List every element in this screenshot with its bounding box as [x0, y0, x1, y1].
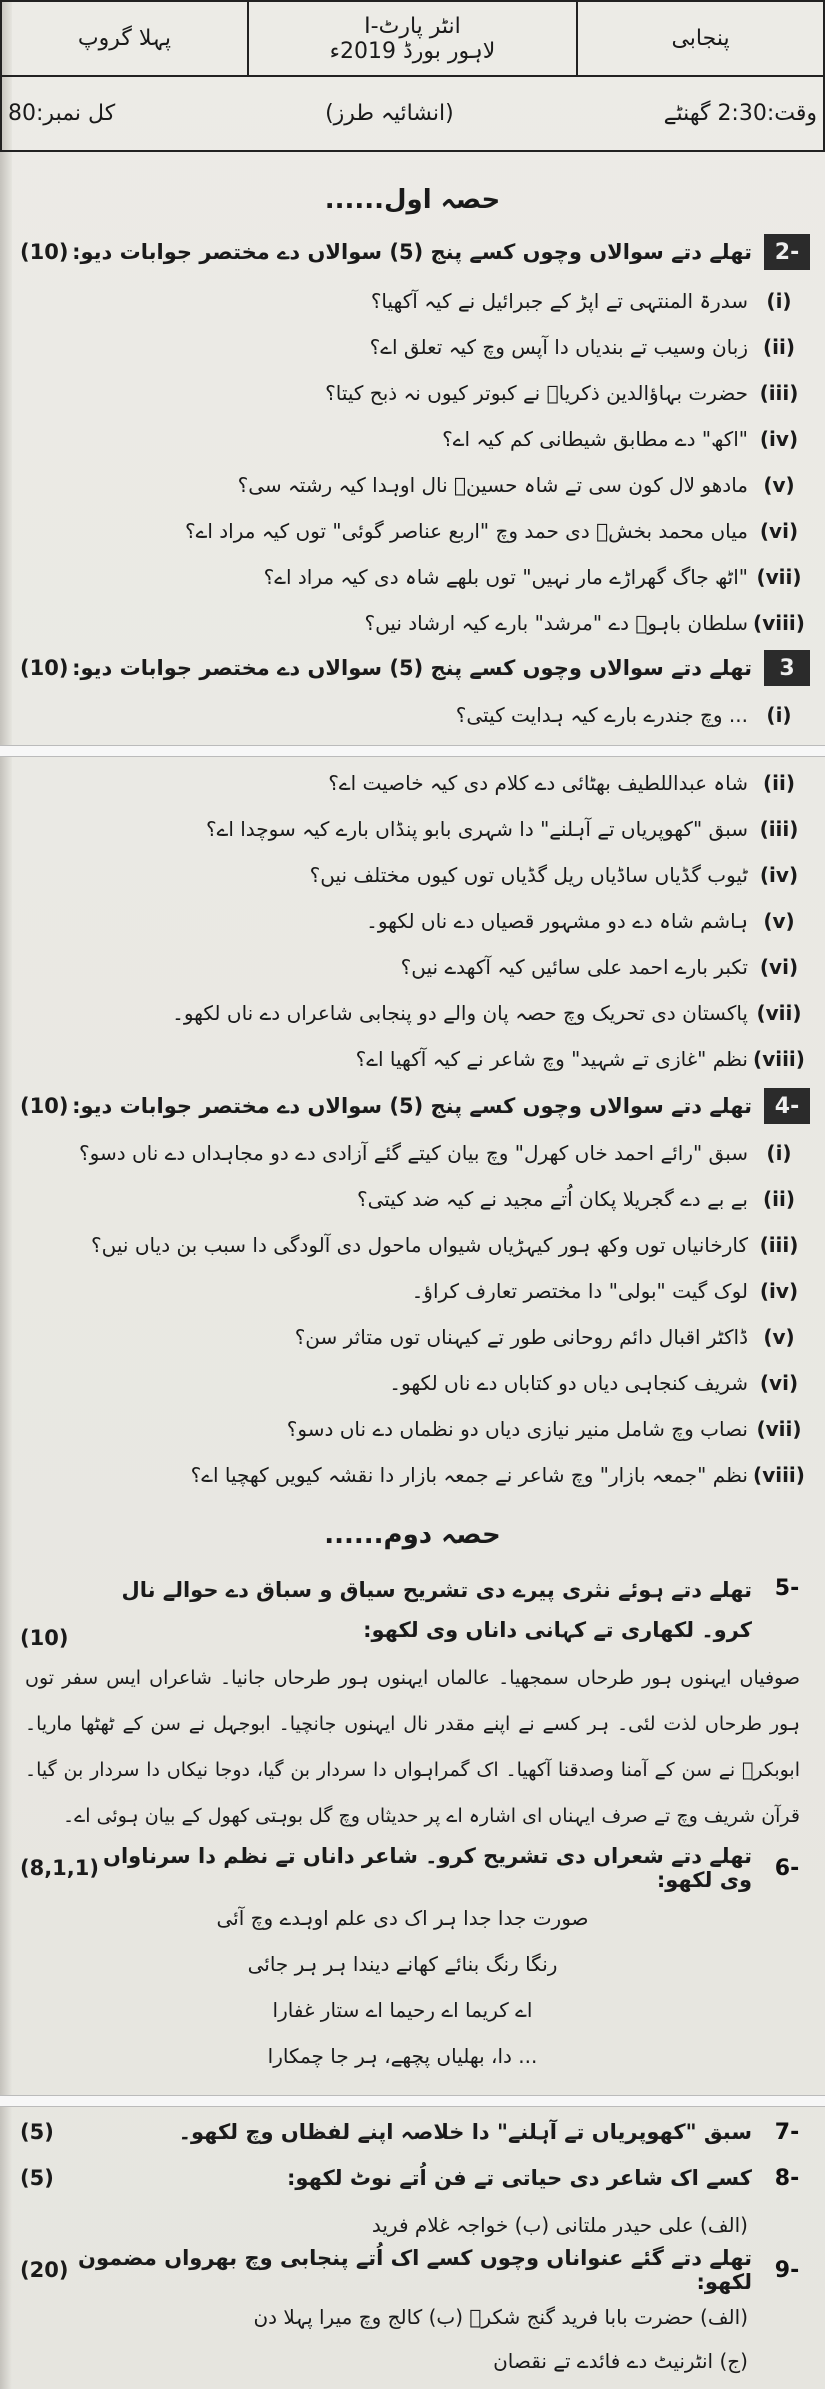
q8-heading — [20, 2158, 810, 2198]
item-text: ہاشم شاہ دے دو مشہور قصیاں دے ناں لکھو۔ — [366, 909, 748, 933]
q9-number: -9 — [774, 2257, 800, 2283]
header-info-row — [1, 76, 824, 151]
q5-instruction: تھلے دتے ہوئے نثری پیرے دی تشریح سیاق و سباق دے حوالے نال کرو۔ لکھاری تے کہانی داناں وی لکھو: — [121, 1578, 752, 1642]
q2-item — [20, 508, 810, 554]
item-number: (iii) — [759, 381, 799, 405]
item-number: (vii) — [756, 565, 802, 589]
q7-instruction: سبق "کھوپریاں تے آہلنے" دا خلاصہ اپنے لفظاں وچ لکھو۔ — [178, 2120, 752, 2144]
item-number: (iv) — [759, 427, 799, 451]
q4-item — [20, 1176, 810, 1222]
header-exam-board — [248, 1, 577, 76]
q4-item — [20, 1268, 810, 1314]
item-number: (v) — [763, 1325, 795, 1349]
q2-item — [20, 600, 810, 646]
item-text: پاکستان دی تحریک وچ حصہ پان والے دو پنجابی شاعراں دے ناں لکھو۔ — [172, 1001, 748, 1025]
item-number: (iii) — [759, 817, 799, 841]
item-number: (vi) — [759, 1371, 799, 1395]
verse-line: صورت جدا جدا ہر اک دی علم اوہدے وچ آئی — [216, 1906, 589, 1930]
item-number: (v) — [763, 909, 795, 933]
item-number: (i) — [766, 703, 792, 727]
q4-item — [20, 1452, 810, 1498]
item-text: تکبر بارے احمد علی سائیں کیہ آکھدے نیں؟ — [400, 955, 748, 979]
q4-item — [20, 1406, 810, 1452]
item-number: (iii) — [759, 1233, 799, 1257]
q9-heading — [20, 2246, 810, 2294]
item-number: (iv) — [759, 863, 799, 887]
item-text: سبق "رائے احمد خاں کھرل" وچ بیان کیتے گئے آزادی دے دو مجاہداں دے ناں دسو؟ — [79, 1141, 748, 1165]
q2-item — [20, 370, 810, 416]
q9-options-line1: (الف) حضرت بابا فرید گنج شکرؒ (ب) کالج وچ میرا پہلا دن — [253, 2305, 748, 2329]
q4-item — [20, 1314, 810, 1360]
item-text: ٹیوب گڈیاں ساڈیاں ریل گڈیاں توں کیوں مختلف نیں؟ — [309, 863, 748, 887]
item-text: نظم "غازی تے شہید" وچ شاعر نے کیہ آکھیا اے؟ — [355, 1047, 748, 1071]
q3-heading — [20, 648, 810, 688]
verse-line: رنگا رنگ بنائے کھانے دیندا ہر ہر جائی — [247, 1952, 558, 1976]
item-text: سدرۃ المنتہی تے اپڑ کے جبرائیل نے کیہ آکھیا؟ — [370, 289, 748, 313]
q9-options — [20, 2338, 810, 2384]
item-number: (viii) — [753, 1047, 805, 1071]
q2-instruction: تھلے دتے سوالاں وچوں کسے پنج (5) سوالاں دے مختصر جوابات دیو: — [72, 240, 752, 264]
verse-line: اے کریما اے رحیما اے ستار غفارا — [272, 1998, 533, 2022]
exam-title: انٹر پارٹ-I — [364, 13, 461, 39]
q5-heading — [20, 1570, 810, 1650]
q3-item — [20, 692, 810, 738]
q2-item — [20, 554, 810, 600]
item-text: لوک گیت "بولی" دا مختصر تعارف کراؤ۔ — [411, 1279, 748, 1303]
q3-item — [20, 898, 810, 944]
q3-number: 3 — [764, 650, 810, 686]
q2-item — [20, 416, 810, 462]
board-title: لاہور بورڈ 2019ء — [329, 38, 496, 64]
q4-item — [20, 1130, 810, 1176]
item-text: سلطان باہوؒ دے "مرشد" بارے کیہ ارشاد نیں؟ — [364, 611, 748, 635]
q4-heading — [20, 1086, 810, 1126]
q8-options — [20, 2202, 810, 2248]
q2-heading — [20, 232, 810, 272]
item-text: زبان وسیب تے بندیاں دا آپس وچ کیہ تعلق اے؟ — [369, 335, 748, 359]
q4-number: -4 — [764, 1088, 810, 1124]
q8-options-text: (الف) علی حیدر ملتانی (ب) خواجہ غلام فرید — [371, 2213, 748, 2237]
item-text: شاہ عبداللطیف بھٹائی دے کلام دی کیہ خاصیت اے؟ — [328, 771, 748, 795]
q9-instruction: تھلے دتے گئے عنواناں وچوں کسے اک اُتے پنجابی وچ بھرواں مضمون لکھو: — [78, 2246, 752, 2294]
verse-line: ... دا، بھلیاں پچھے، ہر جا چمکارا — [267, 2044, 538, 2068]
item-number: (ii) — [763, 335, 795, 359]
item-number: (v) — [763, 473, 795, 497]
q5-number: -5 — [774, 1575, 800, 1601]
item-number: (viii) — [753, 1463, 805, 1487]
q3-item — [20, 852, 810, 898]
item-text: مادھو لال کون سی تے شاہ حسینؒ نال اوہدا کیہ رشتہ سی؟ — [237, 473, 748, 497]
total-marks-label: کل نمبر:80 — [8, 101, 116, 126]
item-number: (ii) — [763, 1187, 795, 1211]
q6-number: -6 — [774, 1855, 800, 1881]
q7-number: -7 — [774, 2119, 800, 2145]
item-text: میاں محمد بخشؒ دی حمد وچ "اربع عناصر گوئی" توں کیہ مراد اے؟ — [185, 519, 748, 543]
q8-instruction: کسے اک شاعر دی حیاتی تے فن اُتے نوٹ لکھو: — [287, 2166, 752, 2190]
item-number: (viii) — [753, 611, 805, 635]
q5-marks: (10) — [20, 1626, 69, 1650]
q6-instruction: تھلے دتے شعراں دی تشریح کرو۔ شاعر داناں تے نظم دا سرناواں وی لکھو: — [103, 1844, 752, 1892]
item-text: ڈاکٹر اقبال دائم روحانی طور تے کیہناں توں متاثر سن؟ — [294, 1325, 748, 1349]
q9-marks: (20) — [20, 2258, 69, 2282]
q7-marks: (5) — [20, 2120, 54, 2144]
q4-item — [20, 1222, 810, 1268]
item-number: (vii) — [756, 1001, 802, 1025]
q9-options-line2: (ج) انٹرنیٹ دے فائدے تے نقصان — [493, 2349, 748, 2373]
q6-heading — [20, 1844, 810, 1892]
scan-seam — [0, 745, 825, 757]
item-number: (iv) — [759, 1279, 799, 1303]
page-edge-shadow — [0, 0, 12, 2389]
q3-instruction: تھلے دتے سوالاں وچوں کسے پنج (5) سوالاں دے مختصر جوابات دیو: — [72, 656, 752, 680]
scan-seam — [0, 2095, 825, 2107]
item-text: "اٹھ جاگ گھراڑے مار نہیں" توں بلھے شاہ دی کیہ مراد اے؟ — [263, 565, 748, 589]
item-number: (vii) — [756, 1417, 802, 1441]
item-number: (i) — [766, 1141, 792, 1165]
q4-instruction: تھلے دتے سوالاں وچوں کسے پنج (5) سوالاں دے مختصر جوابات دیو: — [72, 1094, 752, 1118]
item-number: (vi) — [759, 519, 799, 543]
item-text: بے بے دے گجریلا پکان اُتے مجید نے کیہ ضد کیتی؟ — [356, 1187, 748, 1211]
item-text: شریف کنجاہی دیاں دو کتاباں دے ناں لکھو۔ — [389, 1371, 748, 1395]
q2-number: -2 — [764, 234, 810, 270]
header-group — [1, 1, 248, 76]
q3-item — [20, 990, 810, 1036]
item-text: نظم "جمعہ بازار" وچ شاعر نے جمعہ بازار دا نقشہ کیویں کھچیا اے؟ — [190, 1463, 748, 1487]
q3-item — [20, 806, 810, 852]
q2-item — [20, 324, 810, 370]
q9-options — [20, 2294, 810, 2340]
q3-marks: (10) — [20, 656, 69, 680]
q4-item — [20, 1360, 810, 1406]
q8-number: -8 — [774, 2165, 800, 2191]
q3-item — [20, 1036, 810, 1082]
item-text: حضرت بہاؤالدین ذکریاؒ نے کبوتر کیوں نہ ذبح کیتا؟ — [325, 381, 748, 405]
part2-title: حصہ دوم...... — [324, 1520, 501, 1550]
part1-title: حصہ اول...... — [324, 185, 501, 215]
header-table — [0, 0, 825, 152]
item-number: (vi) — [759, 955, 799, 979]
q5-passage: صوفیاں ایہنوں ہور طرحاں سمجھیا۔ عالماں ایہنوں ہور طرحاں جانیا۔ شاعراں ایس سفر توں ہور طرحاں لذت لئی۔ ہر کسے نے اپنے مقدر نال ایہنوں جانچیا۔ ابوجہل نے سن کے ٹھٹھا ماریا۔ ابوبکرؓ نے سن کے آمنا وصدقنا آکھیا۔ اک گمراہواں دا سردار بن گیا، دوجا نیکاں دا سردار بن گیا۔ قرآن شریف وچ تے صرف ایہناں ای اشارہ اے پر حدیثاں وچ گل بوہتی کھول کے بیان ہوئی اے۔ — [25, 1667, 800, 1827]
paper-type-label: (انشائیہ طرز) — [325, 101, 454, 126]
group-label: پہلا گروپ — [77, 26, 171, 51]
item-text: نصاب وچ شامل منیر نیازی دیاں دو نظماں دے ناں دسو؟ — [286, 1417, 748, 1441]
subject-label: پنجابی — [671, 26, 730, 51]
item-text: "اکھ" دے مطابق شیطانی کم کیہ اے؟ — [442, 427, 748, 451]
q7-heading — [20, 2112, 810, 2152]
paper-header — [0, 0, 825, 150]
item-text: ... وچ جندرے بارے کیہ ہدایت کیتی؟ — [455, 703, 748, 727]
item-text: سبق "کھوپریاں تے آہلنے" دا شہری بابو پنڈاں بارے کیہ سوچدا اے؟ — [205, 817, 748, 841]
item-number: (ii) — [763, 771, 795, 795]
q4-marks: (10) — [20, 1094, 69, 1118]
q8-marks: (5) — [20, 2166, 54, 2190]
q2-item — [20, 462, 810, 508]
time-label: وقت:2:30 گھنٹے — [663, 101, 817, 126]
q3-item — [20, 944, 810, 990]
q2-item — [20, 278, 810, 324]
q3-item — [20, 760, 810, 806]
q2-marks: (10) — [20, 240, 69, 264]
item-number: (i) — [766, 289, 792, 313]
q6-marks: (8,1,1) — [20, 1856, 99, 1880]
item-text: کارخانیاں توں وکھ ہور کیہڑیاں شیواں ماحول دی آلودگی دا سبب بن دیاں نیں؟ — [91, 1233, 748, 1257]
header-subject — [577, 1, 824, 76]
